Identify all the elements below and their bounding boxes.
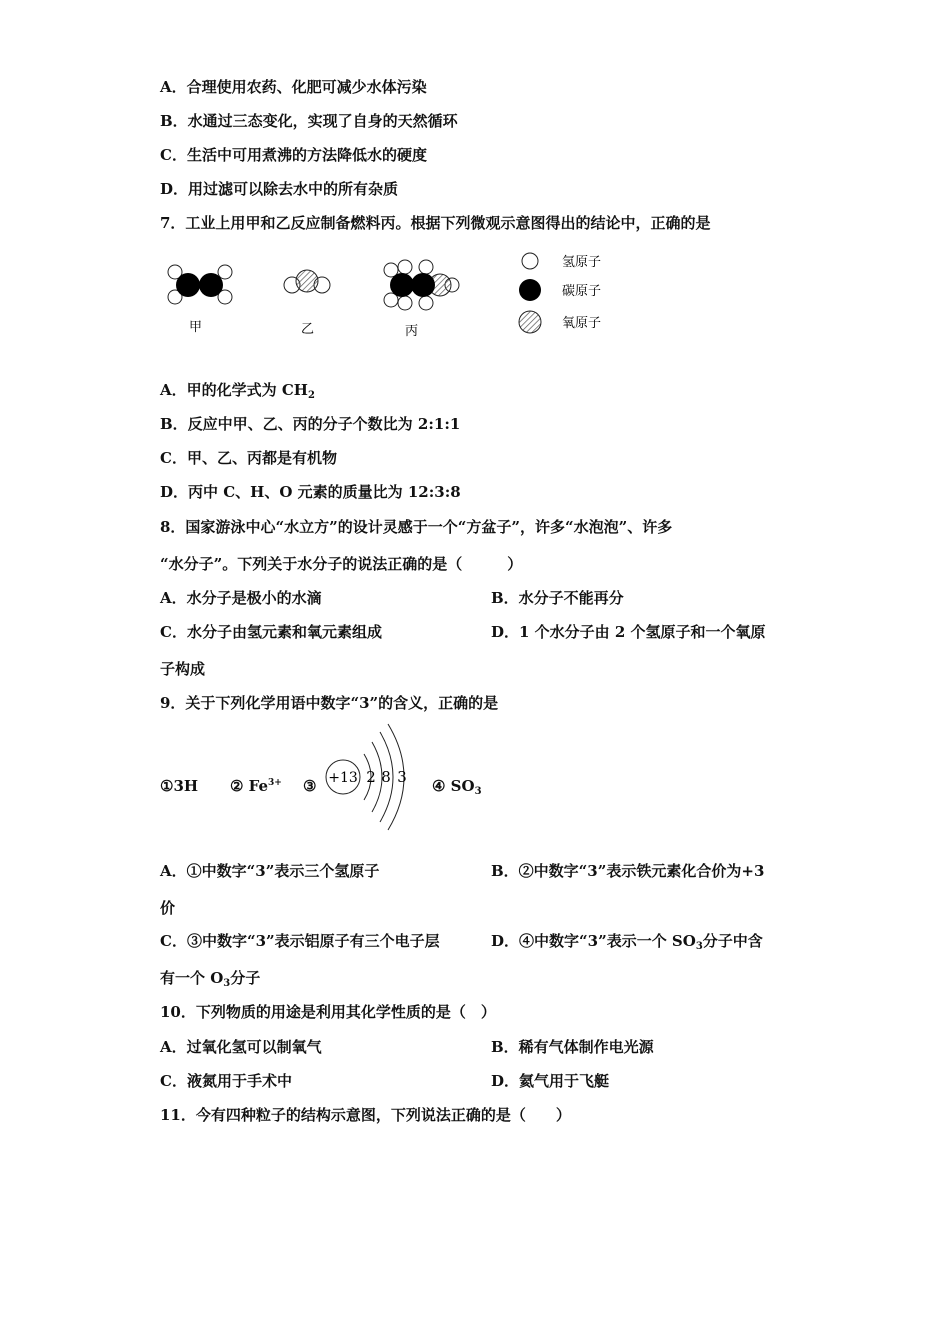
molecule-jia [168, 265, 232, 304]
label-bing: 丙 [405, 324, 419, 339]
q11-stem: 11．今有四种粒子的结构示意图，下列说法正确的是（ ） [160, 1106, 571, 1124]
q10-option-a: A．过氧化氢可以制氧气 [160, 1038, 322, 1056]
q9-item-4-sub: 3 [474, 786, 482, 797]
q10-option-b: B．稀有气体制作电光源 [491, 1038, 654, 1056]
shell-2-count: 8 [381, 768, 391, 786]
q7-option-a-sub: 2 [307, 390, 315, 401]
q9-option-a: A．①中数字“3”表示三个氢原子 [160, 862, 380, 880]
aluminum-atom-diagram [320, 722, 420, 832]
legend-c-label: 碳原子 [562, 284, 602, 299]
q9-item-1: ①3H [160, 777, 199, 795]
q9-option-d-pre: D．④中数字“3”表示一个 SO [491, 932, 696, 950]
q10-option-d: D．氦气用于飞艇 [491, 1072, 610, 1090]
label-yi: 乙 [301, 322, 315, 337]
q10-stem: 10．下列物质的用途是利用其化学性质的是（ ） [160, 1003, 496, 1021]
q9-item-4 [432, 776, 482, 796]
q8-stem-line1: 8．国家游泳中心“水立方”的设计灵感于一个“方盆子”，许多“水泡泡”、许多 [160, 518, 673, 536]
q9-stem: 9．关于下列化学用语中数字“3”的含义，正确的是 [160, 694, 499, 712]
q6-option-c: C．生活中可用煮沸的方法降低水的硬度 [160, 146, 427, 164]
q7-option-b: B．反应中甲、乙、丙的分子个数比为 2:1:1 [160, 415, 461, 433]
q9-item-3: ③ [303, 777, 317, 795]
q8-option-d: D．1 个水分子由 2 个氢原子和一个氧原 [491, 623, 766, 641]
q6-option-a: A．合理使用农药、化肥可减少水体污染 [160, 78, 427, 96]
q9-option-d-post: 分子中含 [702, 932, 763, 950]
q9-option-b-cont: 价 [160, 899, 176, 917]
q6-option-d: D．用过滤可以除去水中的所有杂质 [160, 180, 399, 198]
q10-option-c: C．液氮用于手术中 [160, 1072, 292, 1090]
q7-option-c: C．甲、乙、丙都是有机物 [160, 449, 337, 467]
q9-option-d-cont-pre: 有一个 O [160, 969, 224, 987]
q9-item-2-text: ② Fe [230, 777, 269, 795]
shell-1-count: 2 [366, 768, 376, 786]
q8-stem-line2: “水分子”。下列关于水分子的说法正确的是（ ） [160, 555, 523, 573]
q7-molecule-diagram [155, 245, 625, 345]
q9-option-d-cont-post: 分子 [230, 969, 261, 987]
q9-option-c: C．③中数字“3”表示铝原子有三个电子层 [160, 932, 440, 950]
q9-option-d-cont-sub: 3 [223, 978, 231, 989]
q9-option-d-sub: 3 [695, 941, 703, 952]
q9-option-b: B．②中数字“3”表示铁元素化合价为+3 [491, 862, 765, 880]
q9-option-d [491, 931, 763, 951]
q9-item-4-text: ④ SO [432, 777, 475, 795]
legend-h-label: 氢原子 [562, 255, 602, 270]
q7-option-a [160, 380, 315, 400]
label-jia: 甲 [189, 320, 203, 335]
q8-option-b: B．水分子不能再分 [491, 589, 624, 607]
q9-item-2-sup: 3+ [268, 778, 282, 788]
q9-item-2 [230, 776, 282, 796]
q7-option-d: D．丙中 C、H、O 元素的质量比为 12:3:8 [160, 483, 461, 501]
molecule-yi [284, 270, 330, 293]
legend-o-label: 氧原子 [562, 316, 602, 331]
q6-option-b: B．水通过三态变化，实现了自身的天然循环 [160, 112, 458, 130]
legend [519, 253, 601, 333]
q8-option-a: A．水分子是极小的水滴 [160, 589, 322, 607]
nucleus-charge: +13 [328, 770, 358, 786]
q7-option-a-text: A．甲的化学式为 CH [160, 381, 308, 399]
shell-3-count: 3 [397, 768, 407, 786]
q7-stem: 7．工业上用甲和乙反应制备燃料丙。根据下列微观示意图得出的结论中，正确的是 [160, 214, 711, 232]
q8-option-d-cont: 子构成 [160, 660, 206, 678]
q9-option-d-cont [160, 968, 260, 988]
q8-option-c: C．水分子由氢元素和氧元素组成 [160, 623, 382, 641]
molecule-bing [384, 260, 459, 310]
